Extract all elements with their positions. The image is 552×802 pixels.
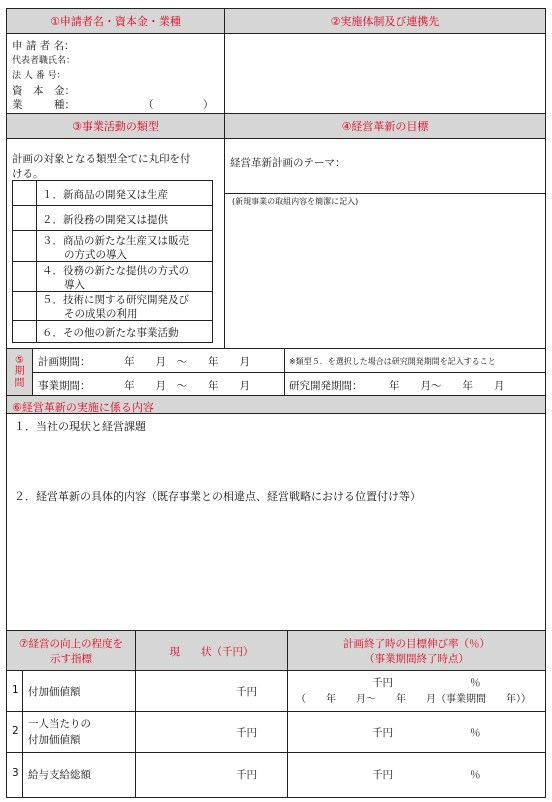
current-status-field[interactable]: [14, 433, 539, 483]
theme-note: (新規事業の取組内容を簡潔に記入): [232, 197, 359, 206]
current-value-field-3[interactable]: [140, 758, 232, 788]
indicator-num-3: 3: [12, 767, 19, 779]
section4-header: ④経営革新の目標: [224, 114, 545, 138]
type-item-3-line2: の方式の導入: [64, 249, 127, 261]
period-label-text1: 期: [14, 366, 25, 378]
divider: [7, 711, 545, 712]
new-business-field[interactable]: [226, 208, 544, 346]
indicator-label-2-line1: 一人当たりの: [28, 718, 91, 730]
target-pct-3: ％: [470, 769, 481, 781]
section6-header: ⑥経営革新の実施に係る内容: [12, 401, 154, 414]
target-period-1: （ 年 月～ 年 月（事業期間 年））: [296, 694, 531, 705]
divider: [7, 33, 545, 34]
rd-period-values: 年 月～ 年 月: [389, 380, 505, 392]
business-period-label: 事業期間：: [38, 380, 91, 392]
target-unit-1: 千円: [372, 677, 393, 689]
indicator-label-2-line2: 付加価値額: [28, 734, 81, 746]
target-header-line2: （事業期間終了時点）: [364, 653, 469, 665]
industry-paren-open: （: [143, 99, 154, 111]
rd-period-note: ※類型５．を選択した場合は研究開発期間を記入すること: [289, 357, 496, 366]
indicator-label-1: 付加価値額: [28, 686, 81, 698]
divider: [32, 372, 545, 373]
corp-number-label: 法 人 番 号：: [12, 71, 66, 81]
divider: [12, 230, 213, 231]
target-unit-3: 千円: [372, 769, 393, 781]
indicator-header-line1: ⑦経営の向上の程度を: [19, 638, 123, 650]
divider: [22, 671, 23, 798]
current-unit-3: 千円: [236, 769, 257, 781]
type-item-3-line1: ３．商品の新たな生産又は販売: [42, 235, 189, 247]
type-check-cell-4[interactable]: [13, 262, 36, 291]
target-unit-2: 千円: [372, 727, 393, 739]
divider: [7, 413, 545, 414]
divider: [12, 205, 213, 206]
period-label-text2: 間: [14, 377, 25, 389]
indicator-header-line2: 示す指標: [50, 653, 92, 665]
target-header-line1: 計画終了時の目標伸び率（％）: [343, 638, 490, 650]
divider: [12, 261, 213, 262]
target-pct-1: ％: [470, 677, 481, 689]
applicant-label: 申 請 者 名：: [12, 40, 75, 52]
divider: [7, 348, 545, 349]
divider: [7, 670, 545, 671]
plan-period-label: 計画期間：: [38, 356, 91, 368]
current-unit-2: 千円: [236, 727, 257, 739]
type-check-cell-2[interactable]: [13, 206, 36, 230]
type-check-cell-6[interactable]: [13, 321, 36, 343]
type-item-2: ２．新役務の開発又は提供: [42, 214, 168, 226]
divider: [7, 752, 545, 753]
indicator-num-1: 1: [12, 684, 19, 696]
target-pct-2: ％: [470, 727, 481, 739]
type-item-6: ６．その他の新たな事業活動: [42, 327, 179, 339]
theme-field[interactable]: [340, 150, 540, 172]
divider: [12, 320, 213, 321]
current-header: 現 状（千円）: [169, 646, 254, 658]
type-check-cell-3[interactable]: [13, 231, 36, 261]
innovation-detail-heading: ２．経営革新の具体的内容（既存事業との相違点、経営戦略における位置付け等）: [14, 490, 421, 503]
section3-header: ③事業活動の類型: [7, 114, 224, 138]
type-instruction-line2: ける。: [12, 168, 44, 180]
current-unit-1: 千円: [236, 686, 257, 698]
representative-label: 代表者職氏名：: [12, 56, 76, 66]
section2-header: ②実施体制及び連携先: [224, 9, 545, 33]
business-period-values: 年 月 ～ 年 月: [124, 380, 250, 392]
theme-label: 経営革新計画のテーマ：: [230, 157, 346, 169]
period-label-cell: [7, 349, 32, 395]
current-status-heading: １．当社の現状と経営課題: [14, 420, 146, 433]
divider: [7, 138, 545, 139]
type-item-5-line1: ５．技術に関する研究開発及び: [42, 294, 189, 306]
industry-paren-close: ）: [203, 99, 214, 111]
type-check-cell-5[interactable]: [13, 292, 36, 320]
type-item-4-line1: ４．役務の新たな提供の方式の: [42, 265, 189, 277]
divider: [224, 138, 225, 348]
current-value-field-2[interactable]: [140, 716, 232, 746]
type-item-1: １．新商品の開発又は生産: [42, 189, 168, 201]
capital-label: 資 本 金：: [12, 85, 75, 97]
indicator-label-3: 給与支給総額: [28, 769, 91, 781]
type-item-4-line2: 導入: [64, 279, 85, 291]
plan-period-values: 年 月 ～ 年 月: [124, 356, 250, 368]
innovation-detail-field[interactable]: [14, 504, 539, 626]
period-label-num: ⑤: [15, 354, 24, 366]
industry-label: 業 種：: [12, 99, 75, 111]
type-item-5-line2: その成果の利用: [64, 308, 138, 320]
divider: [224, 33, 225, 113]
type-check-cell-1[interactable]: [13, 181, 36, 205]
rd-period-label: 研究開発期間：: [289, 380, 363, 392]
divider: [224, 193, 545, 194]
current-value-field-1[interactable]: [140, 676, 232, 704]
type-instruction-line1: 計画の対象となる類型全てに丸印を付: [12, 153, 191, 165]
section1-header: ①申請者名・資本金・業種: [7, 9, 224, 33]
indicator-num-2: 2: [12, 725, 19, 737]
